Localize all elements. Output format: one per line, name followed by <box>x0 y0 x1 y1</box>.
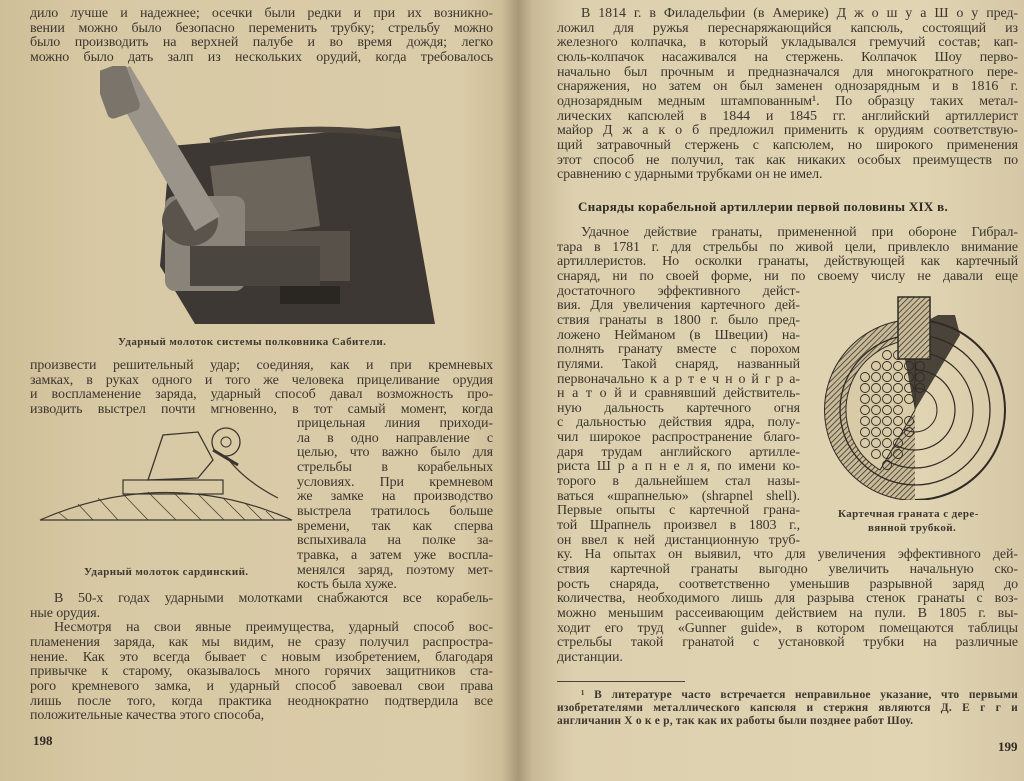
text-line: и воспламенение заряда, ударный способ давал возможность про- <box>30 387 493 403</box>
text-line: можно было дать залп из нескольких орудий, когда требовалось <box>30 49 493 65</box>
text-line: начально был прочным и предназначался для многократного пере- <box>557 64 1018 80</box>
text-line: риста Ш р а п н е л я, по имени ко- <box>557 459 800 475</box>
text-line: ные орудия. <box>30 605 101 621</box>
figure1-caption: Ударный молоток системы полковника Сабители. <box>118 336 387 348</box>
page-number-left: 198 <box>33 733 53 748</box>
text-line: положительные качества этого способа, <box>30 708 264 724</box>
text-line: В 1814 г. в Филадельфии (в Америке) Д ж о ш у а Ш о у пред- <box>581 6 1018 21</box>
text-line: с дальностью действия ядра, полу- <box>557 415 800 431</box>
text-line: щий затравочный стержень с капсюлем, но широкого применения <box>557 137 1018 153</box>
text-line: ходит его труд «Gunner guide», в котором помещаются таблицы <box>557 620 1018 636</box>
text-line: н а т о й и сравнявший действитель- <box>557 386 800 402</box>
text-line: привычке к старому, оказывалось много горячих защитников ста- <box>30 664 493 680</box>
text-line: нение. Как это всегда бывает с новым изобретением, благодаря <box>30 649 493 665</box>
figure-sabiteli-hammer-photo <box>100 66 440 328</box>
text-line: Первые опыты с картечной грана- <box>557 503 800 519</box>
text-line: травка, а затем уже воспла- <box>297 547 493 563</box>
text-line: майор Д ж а к о б предложил применить к орудиям соответствую- <box>557 123 1018 139</box>
text-line: произвести решительный удар; соединяя, как и при кремневых <box>30 358 493 373</box>
text-line: снаряжения, но затем он был заменен однозарядным и в 1816 г. <box>557 79 1018 95</box>
text-line: полнять гранату вместе с порохом <box>557 342 800 358</box>
text-line: ла в одно направление с <box>297 430 493 446</box>
text-line: сюль-колпачок насаживался на стержень. Колпачок Шоу перво- <box>557 49 1018 65</box>
figure-sardinian-hammer-drawing <box>38 420 294 555</box>
text-line: было производить на верхней палубе и во время дождя; легко <box>30 35 493 51</box>
text-line: В 50-х годах ударными молотками снабжаются все корабель- <box>54 591 493 606</box>
text-line: замках, в руках одного и того же человека прицеливание орудия <box>30 372 493 388</box>
text-line: прицельная линия приходи- <box>297 416 493 431</box>
figure-shrapnel-shell-diagram <box>820 295 1016 500</box>
text-line: изводить выстрел почти мгновенно, в тот самый момент, когда <box>30 401 493 417</box>
text-line: вия. Для увеличения картечного дей- <box>557 298 800 314</box>
text-line: снаряд, ни по своей форме, ни по своему числу не давали еще <box>557 268 1018 284</box>
text-line: условиях. При кремневом <box>297 474 493 490</box>
text-line: дистанции. <box>557 649 623 665</box>
text-line: менялся заряд, поэтому мет- <box>297 562 493 578</box>
text-line: тара в 1781 г. для стрельбы по живой цели, привлекло внимание <box>557 239 1018 255</box>
text-line: пулями. Такой снаряд, названный <box>557 356 800 372</box>
text-line: ложил для ружья переснаряжающийся капсюль, состоящий из <box>557 20 1018 36</box>
text-line: количества, необходимого лишь для разрыва стенок гранаты с воз- <box>557 591 1018 607</box>
footnote-divider <box>557 681 685 682</box>
text-line: Удачное действие гранаты, примененной при обороне Гибрал- <box>581 225 1018 240</box>
text-line: чил широкое распространение благо- <box>557 430 800 446</box>
text-line: рого кремневого замка, и ударный способ завоевал свои права <box>30 678 493 694</box>
text-line: ложено Нейманом (в Швеции) на- <box>557 327 800 343</box>
text-line: артиллеристов. Но осколки гранаты, действующей как картечный <box>557 254 1018 270</box>
text-line: рость снаряда, соответственно уменьшив разрывной заряд до <box>557 576 1018 592</box>
text-line: ствия картечной гранаты выгодно увеличить начальную ско- <box>557 561 1018 577</box>
text-line: первоначально к а р т е ч н о й г р а- <box>557 371 800 387</box>
text-line: ваться «шрапнелью» (shrapnel shell). <box>557 488 800 504</box>
text-line: дило лучше и надежнее; осечки были редки и при их возникно- <box>30 6 493 21</box>
section-heading: Снаряды корабельной артиллерии первой половины XIX в. <box>578 199 949 214</box>
figure3-caption-line2: вянной трубкой. <box>868 522 957 534</box>
text-line: можно меньшим рассеивающим действием на пули. В 1805 г. вы- <box>557 605 1018 621</box>
figure2-caption: Ударный молоток сардинский. <box>84 566 249 578</box>
text-line: лических капсюлей в 1844 и 1845 гг. английский артиллерист <box>557 108 1018 124</box>
text-line: он ввел к ней дистанционную труб- <box>557 532 800 548</box>
text-line: ствия гранаты в 1800 г. было пред- <box>557 312 800 328</box>
text-line: той Шрапнель произвел в 1803 г., <box>557 518 800 533</box>
text-line: даря трудам английского артилле- <box>557 444 800 460</box>
text-line: стрельбы в корабельных <box>297 459 493 475</box>
text-line: лишь после того, когда практика неоднократно подтвердила все <box>30 693 493 709</box>
text-line: достаточного эффективного дейст- <box>557 283 800 299</box>
text-line: торого в дальнейшем стал назы- <box>557 474 800 490</box>
text-line: стрельбы такой гранатой с установкой трубки на различные <box>557 635 1018 651</box>
footnote-line: изобретателями металлического капсюля и стержня являются Д. Е г г и <box>557 702 1018 714</box>
figure3-caption-line1: Картечная граната с дере- <box>838 508 979 520</box>
text-line: кость была хуже. <box>297 577 397 593</box>
text-line: пламенения заряда, как мы видим, не сразу получил распростра- <box>30 634 493 650</box>
footnote-line: англичанин Х о к е р, так как их работы были позднее работ Шоу. <box>557 715 914 727</box>
text-line: однозарядным медным штампованным¹. По образцу таких метал- <box>557 93 1018 109</box>
text-line: Несмотря на свои явные преимущества, ударный способ вос- <box>54 620 493 636</box>
text-line: целью, что важно было для <box>297 445 493 461</box>
text-line: сравнению с ударными трубками он не имел. <box>557 167 823 183</box>
text-line: выстрела тратилось больше <box>297 503 493 519</box>
text-line: этот способ не получил, так как никаких особых преимуществ по <box>557 152 1018 168</box>
text-line: железного колпачка, в который укладывался гремучий состав; кап- <box>557 35 1018 51</box>
footnote-line: ¹ В литературе часто встречается неправильное указание, что первыми <box>581 689 1018 701</box>
text-line: ку. На опытах он выявил, что для увеличения эффективного дей- <box>557 547 1018 563</box>
text-line: вении можно было безопасно переменить трубку; стрельбу можно <box>30 20 493 36</box>
text-line: вспыхивала на полке за- <box>297 533 493 549</box>
text-line: ную дальность картечного огня <box>557 400 800 416</box>
page-number-right: 199 <box>998 739 1018 754</box>
text-line: времени, так как сперва <box>297 518 493 534</box>
text-line: же замке на производство <box>297 489 493 505</box>
